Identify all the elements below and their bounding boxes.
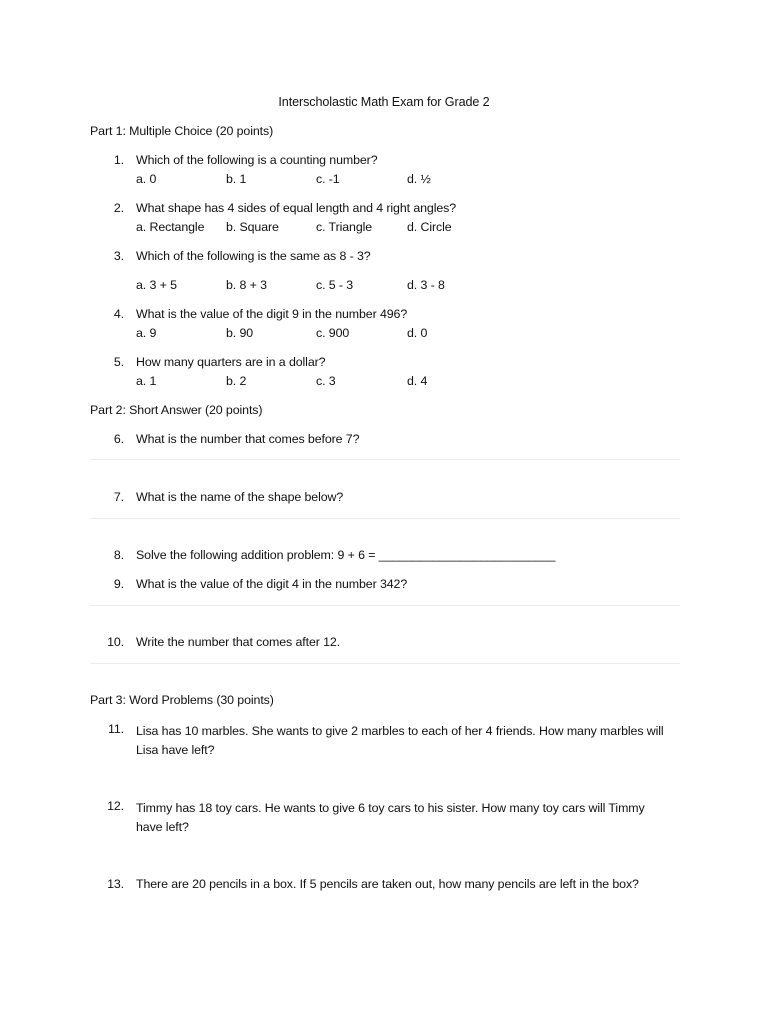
question-number: 11. (107, 722, 124, 736)
question-text: Write the number that comes after 12. (136, 635, 341, 649)
question-text: Which of the following is a counting number? (136, 153, 378, 167)
question-text: What is the name of the shape below? (136, 490, 344, 504)
question-number: 9. (113, 577, 124, 591)
option-b: b. 90 (226, 326, 254, 340)
option-a: a. 9 (136, 326, 157, 340)
part3-heading: Part 3: Word Problems (30 points) (90, 693, 274, 707)
option-c: c. Triangle (316, 220, 373, 234)
question-text: What shape has 4 sides of equal length and 4 right angles? (136, 201, 457, 215)
question-text: Solve the following addition problem: 9 + 6 = __________________________ (136, 548, 556, 562)
option-c: c. 5 - 3 (316, 278, 354, 292)
answer-line (90, 663, 680, 664)
answer-line (90, 459, 680, 460)
question-text: Timmy has 18 toy cars. He wants to give 6 toy cars to his sister. How many toy cars will Timmy have left? (136, 801, 645, 834)
question-text: How many quarters are in a dollar? (136, 355, 326, 369)
question-number: 6. (113, 432, 124, 446)
question-text: Which of the following is the same as 8 - 3? (136, 249, 371, 263)
question-number: 12. (107, 799, 124, 813)
question-number: 2. (113, 201, 124, 215)
answer-line (90, 518, 680, 519)
option-b: b. 1 (226, 172, 247, 186)
question-number: 3. (113, 249, 124, 263)
option-c: c. 3 (316, 374, 336, 388)
question-text: What is the value of the digit 9 in the number 496? (136, 307, 408, 321)
question-number: 13. (107, 877, 124, 891)
answer-line (90, 605, 680, 606)
option-d: d. 0 (407, 326, 428, 340)
option-a: a. Rectangle (136, 220, 205, 234)
question-text: What is the number that comes before 7? (136, 432, 360, 446)
option-a: a. 1 (136, 374, 157, 388)
question-number: 8. (113, 548, 124, 562)
option-b: b. 8 + 3 (226, 278, 267, 292)
question-text: Lisa has 10 marbles. She wants to give 2 marbles to each of her 4 friends. How many marbles will Lisa have left? (136, 724, 664, 757)
question-number: 7. (113, 490, 124, 504)
question-text: What is the value of the digit 4 in the number 342? (136, 577, 408, 591)
option-d: d. ½ (407, 172, 431, 186)
option-d: d. Circle (407, 220, 452, 234)
option-b: b. Square (226, 220, 279, 234)
question-number: 1. (113, 153, 124, 167)
option-d: d. 4 (407, 374, 428, 388)
question-text: There are 20 pencils in a box. If 5 pencils are taken out, how many pencils are left in the box? (136, 877, 639, 891)
option-c: c. 900 (316, 326, 350, 340)
part2-heading: Part 2: Short Answer (20 points) (90, 403, 263, 417)
option-d: d. 3 - 8 (407, 278, 445, 292)
page-title: Interscholastic Math Exam for Grade 2 (278, 95, 490, 109)
option-a: a. 3 + 5 (136, 278, 177, 292)
question-number: 5. (113, 355, 124, 369)
option-a: a. 0 (136, 172, 157, 186)
question-number: 4. (113, 307, 124, 321)
question-number: 10. (107, 635, 124, 649)
option-b: b. 2 (226, 374, 247, 388)
part1-heading: Part 1: Multiple Choice (20 points) (90, 124, 274, 138)
option-c: c. -1 (316, 172, 340, 186)
